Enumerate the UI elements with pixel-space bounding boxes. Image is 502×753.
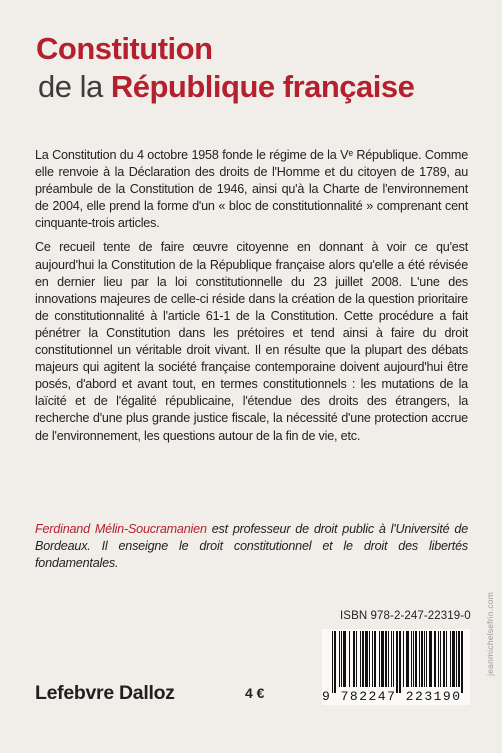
barcode-bar: [356, 631, 357, 687]
barcode-bar: [419, 631, 420, 687]
barcode-bar: [438, 631, 439, 687]
isbn-label: ISBN 978-2-247-22319-0: [340, 610, 471, 622]
barcode-bar: [385, 631, 387, 687]
barcode-bar: [440, 631, 441, 687]
barcode-bar: [415, 631, 417, 687]
barcode-bar: [429, 631, 432, 687]
barcode-bar: [365, 631, 368, 687]
barcode-bar: [372, 631, 373, 687]
barcode-bar: [426, 631, 427, 687]
barcode-bar: [349, 631, 350, 687]
paragraph-1: La Constitution du 4 octobre 1958 fonde le régime de la Vᵉ République. Comme elle renvoie à la Déclaration des droits de l'Homme et du citoyen de 1789, au préambule de la Constitution de 1946, ainsi qu'à la Charte de l'environnement de 2004, elle prend la forme d'un « bloc de constitutionnalité » comprenant cent cinquante-trois articles.: [35, 148, 468, 231]
barcode-bar: [393, 631, 394, 687]
barcode-bar: [362, 631, 364, 687]
title-line-2-plain: de la: [38, 69, 103, 104]
back-cover-text: [35, 147, 468, 452]
barcode-bars: [332, 631, 464, 687]
barcode-bar: [388, 631, 389, 687]
title-line-2: [36, 68, 414, 106]
barcode-bar: [450, 631, 451, 687]
barcode-bar: [379, 631, 380, 687]
barcode-bar: [343, 631, 346, 687]
author-name: Ferdinand Mélin-Soucramanien: [35, 522, 207, 536]
barcode-bar: [334, 631, 336, 693]
barcode-bar: [369, 631, 370, 687]
barcode-bar: [458, 631, 460, 687]
barcode-bar: [456, 631, 457, 687]
barcode-bar: [446, 631, 447, 687]
barcode-bar: [443, 631, 445, 687]
barcode-bar: [353, 631, 355, 687]
paragraph-2: Ce recueil tente de faire œuvre citoyenne en donnant à voir ce qu'est aujourd'hui la Constitution de la République française alors qu'elle a été révisée en dernier lieu par la loi constitutionnelle du 23 juillet 2008. L'une des innovations majeures de celle-ci réside dans la création de la question prioritaire de constitutionnalité à l'article 61-1 de la Constitution. Cette procédure a fait pénétrer la Constitution dans les prétoires et tend ainsi à faire du droit constitutionnel un véritable droit vivant. Il en résulte que la plupart des débats majeurs qui agitent la société française contemporaine doivent aujourd'hui être posés, d'abord et avant tout, en termes constitutionnels : les mutations de la laïcité et de l'égalité républicaine, l'étendue des droits des étrangers, la recherche d'une plus grande justice fiscale, la nécessité d'une protection accrue de l'environnement, les questions autour de la fin de vie, etc.: [35, 240, 468, 443]
author-description: est professeur de droit public à l'Université de Bordeaux. Il enseigne le droit constitutionnel et le droit des libertés fondamentales.: [35, 522, 468, 571]
barcode-bar: [396, 631, 398, 693]
barcode-bar: [434, 631, 436, 687]
author-bio: [35, 521, 468, 572]
watermark: jeanmichelsefrin.com: [485, 592, 495, 676]
barcode-bar: [399, 631, 401, 693]
barcode-bar: [381, 631, 384, 687]
barcode-bar: [360, 631, 361, 687]
title-line-1: Constitution: [36, 31, 213, 66]
barcode-bar: [374, 631, 376, 687]
barcode-bar: [332, 631, 333, 693]
barcode-bar: [461, 631, 463, 693]
barcode-digits: 9 782247 223190: [322, 689, 462, 704]
barcode-bar: [452, 631, 455, 687]
barcode-bar: [403, 631, 404, 687]
barcode-bar: [424, 631, 425, 687]
barcode-bar: [411, 631, 412, 687]
barcode-bar: [406, 631, 409, 687]
barcode: [322, 629, 470, 705]
book-title: [36, 30, 414, 106]
barcode-bar: [413, 631, 414, 687]
publisher-logo: Lefebvre Dalloz: [35, 682, 175, 704]
title-line-2-accent: République française: [110, 69, 415, 104]
barcode-bar: [339, 631, 340, 687]
barcode-bar: [391, 631, 392, 687]
barcode-bar: [341, 631, 342, 687]
price: 4 €: [245, 685, 265, 701]
barcode-bar: [421, 631, 423, 687]
